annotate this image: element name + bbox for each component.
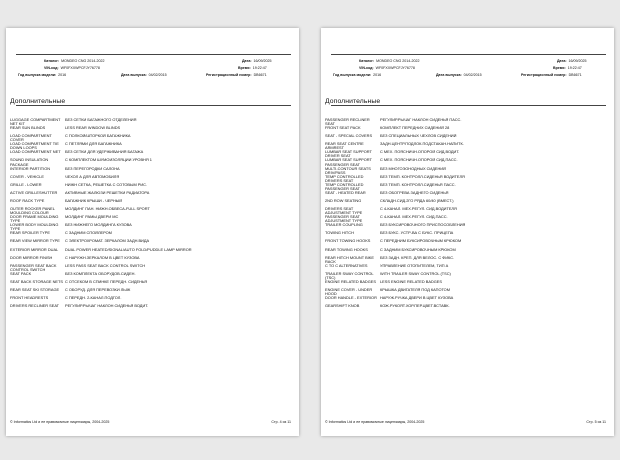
option-description: С ОТСЕКОМ В СПИНКЕ ПЕРЕДН. СИДЕНЬЯ bbox=[65, 279, 148, 284]
copyright-text: © Informatics Ltd и ее правомочные лицензиары, 2004-2025 bbox=[10, 420, 110, 424]
date-value: 16/09/2025 bbox=[253, 59, 272, 63]
option-row bbox=[10, 134, 291, 142]
option-row bbox=[325, 207, 606, 215]
build-date-label: Дата выпуска: bbox=[121, 73, 147, 77]
option-name: FRONT SEAT PACK bbox=[325, 126, 361, 131]
catalog-label: Каталог: bbox=[44, 59, 60, 63]
option-description: УПРАВЛЕНИЕ ОТОПИТЕЛЕМ, ТИП А bbox=[380, 263, 449, 268]
option-row bbox=[325, 264, 606, 272]
option-row bbox=[325, 167, 606, 175]
option-description: LESS PASS SEAT BACK CONTROL SWITCH bbox=[65, 263, 146, 268]
option-row bbox=[10, 118, 291, 126]
option-row bbox=[10, 288, 291, 296]
option-row bbox=[325, 239, 606, 247]
option-name: DRIVERS RECLINER SEAT bbox=[10, 304, 60, 309]
reg-value: DB6671 bbox=[568, 73, 582, 77]
option-name: LUMBAR SEAT SUPPORT DRIVER SEAT bbox=[325, 150, 372, 159]
option-name: REAR TOWING HOOKS bbox=[325, 247, 368, 252]
option-row bbox=[10, 199, 291, 207]
catalog-field bbox=[359, 60, 419, 64]
option-row bbox=[10, 272, 291, 280]
option-row bbox=[10, 239, 291, 247]
option-description: БЕЗ МНОГОЭОНОДНЫХ СИДЕНИЙ bbox=[380, 166, 446, 171]
option-description: БЕЗ СПЕЦИАЛЬНЫХ ЧЕХЛОВ СИДЕНИЙ bbox=[380, 134, 457, 139]
option-name: TEMP CONTROLLED PASSENGER SEAT bbox=[325, 182, 364, 191]
option-name: REAR SEAT CENTRE ARMREST bbox=[325, 142, 364, 151]
option-description: МОЛДИНГ РАМЫ ДВЕРИ МС bbox=[65, 215, 119, 220]
catalog-label: Каталог: bbox=[359, 59, 375, 63]
section-title: Дополнительные bbox=[10, 98, 66, 105]
option-name: TOWING HITCH bbox=[325, 231, 354, 236]
option-row bbox=[325, 256, 606, 264]
option-description: ЗАДН.ЦЕНТР.ПОДЛОК.ПОДСТАКАН.НАПИТК. bbox=[380, 142, 464, 147]
option-description: С ЗАДНИМ БУКСИРОВОЧНЫМ КРЮКОМ bbox=[380, 247, 456, 252]
build-date-label: Дата выпуска: bbox=[436, 73, 462, 77]
model-year-label: Год выпуска модели: bbox=[333, 73, 372, 77]
options-list bbox=[10, 118, 291, 312]
option-description: МОЛДИНГ ПАН. НИЖН.ОБВЕСА-FULL SPORT bbox=[65, 207, 150, 212]
option-description: РЕГУЛИР.РЫЧАГ НАКЛОН СИДЕНЬЯ ПАСС. bbox=[380, 118, 462, 122]
time-value: 19:22:47 bbox=[567, 66, 582, 70]
page-number: Стр. 5 из 11 bbox=[586, 420, 606, 424]
option-name: FRONT HEADRESTS bbox=[10, 296, 49, 301]
option-description: DUAL POWER HEATED/SIGNAL/AUTO FOLD/PUDDLE LAMP MIRROR bbox=[65, 247, 192, 252]
option-description: БЕЗ БУКС. УСТР-ВА С БУКС. ПРИЦЕПА bbox=[380, 231, 454, 236]
option-name: REAR SPOILER TYPE bbox=[10, 231, 50, 236]
catalog-field bbox=[44, 60, 104, 64]
option-description: БЕЗ КОМПЛЕКТА ОБОРУДОВ.СИДЕН. bbox=[65, 271, 136, 276]
option-description: БАГАЖНИК КРЫШИ - ЧЕРНЫЙ bbox=[65, 198, 123, 203]
vin-value: WF0FXXWPCFJY76778 bbox=[375, 66, 415, 70]
option-name: LOWER BODY MOULDING TYPE bbox=[10, 223, 59, 232]
option-name: SEAT PACK bbox=[10, 271, 32, 276]
vin-field bbox=[44, 67, 100, 71]
option-row bbox=[10, 280, 291, 288]
option-row bbox=[325, 280, 606, 288]
option-name: MULTI-CONTOUR SEATS DRIV/PASS bbox=[325, 166, 371, 175]
option-description: С ОБОРУД. ДЛЯ ПЕРЕВОЗКИ ЛЫЖ bbox=[65, 287, 131, 292]
build-date-field bbox=[436, 74, 482, 78]
option-name: REAR SEAT SKI STORAGE bbox=[10, 287, 60, 292]
option-row bbox=[325, 158, 606, 166]
option-description: С КОМПЛЕКТОМ ШУМОИЗОЛЯЦИИ УРОВНЯ 1 bbox=[65, 158, 152, 163]
document-page-left bbox=[6, 28, 299, 436]
option-name: REAR HITCH MOUNT BIKE RACK bbox=[325, 255, 374, 264]
option-row bbox=[325, 142, 606, 150]
option-row bbox=[325, 150, 606, 158]
option-row bbox=[10, 296, 291, 304]
option-description: С ЗАДНИМ СПОЙЛЕРОМ bbox=[65, 231, 112, 236]
option-name: PASSENGER RECLINER SEAT bbox=[325, 118, 370, 127]
option-name: SEAT - HEATED REAR bbox=[325, 190, 366, 195]
page-footer bbox=[325, 420, 606, 424]
copyright-text: © Informatics Ltd и ее правомочные лицензиары, 2004-2025 bbox=[325, 420, 425, 424]
option-row bbox=[10, 256, 291, 264]
option-name: TEMP CONTROLLED DRIVERS SEAT bbox=[325, 174, 364, 183]
option-row bbox=[10, 264, 291, 272]
option-description: КРЫШКА ДВИГАТЕЛЯ ПОД КАПОТОМ bbox=[380, 287, 450, 292]
vin-field bbox=[359, 67, 415, 71]
section-title: Дополнительные bbox=[325, 98, 381, 105]
option-row bbox=[10, 150, 291, 158]
option-description: БЕЗ БУКСИРОВОЧНОГО ПРИСПОСОБЛЕНИЯ bbox=[380, 223, 466, 228]
document-page-right bbox=[321, 28, 614, 436]
option-description: LESS ENGINE RELATED BADGES bbox=[380, 279, 442, 284]
option-description: С 4-КАНАЛ. МЕХ.РЕГУЛ. СИД.ВОДИТЕЛЯ bbox=[380, 207, 457, 212]
option-name: 2ND ROW SEATING bbox=[325, 198, 362, 203]
build-date-value: 04/02/2015 bbox=[148, 73, 167, 77]
model-year-label: Год выпуска модели: bbox=[18, 73, 57, 77]
option-description: НИЖН СЕТКА, РЕШЕТКА С СОТОВЫМ РИС. bbox=[65, 182, 148, 187]
time-label: Время: bbox=[238, 66, 251, 70]
date-field bbox=[557, 60, 587, 64]
option-name: LOAD COMPARTMENT TIE DOWN LOOPS bbox=[10, 142, 59, 151]
option-row bbox=[10, 183, 291, 191]
option-description: НАРУЖ.РУЧКА ДВЕРИ В ЦВЕТ КУЗОВА bbox=[380, 296, 454, 301]
reg-field bbox=[521, 74, 582, 78]
option-name: DOOR HANDLE - EXTERIOR bbox=[325, 296, 377, 301]
option-name: DOOR FRAME MOULDING TYPE bbox=[10, 215, 59, 224]
option-row bbox=[10, 248, 291, 256]
option-description: ЧЕХОЛ А ДЛЯ АВТОМОБИЛЯ bbox=[65, 174, 120, 179]
build-date-value: 04/02/2015 bbox=[463, 73, 482, 77]
option-description: БЕЗ ТЕМП. КОНТРОЛЛ.СИДЕНЬЯ ПАСС. bbox=[380, 182, 456, 187]
option-row bbox=[10, 191, 291, 199]
option-row bbox=[10, 175, 291, 183]
option-name: OUTER ROCKER PANEL MOULDING COLOUR bbox=[10, 207, 55, 216]
date-field bbox=[242, 60, 272, 64]
option-row bbox=[325, 191, 606, 199]
option-name: ROOF RACK TYPE bbox=[10, 198, 45, 203]
option-name: REAR VIEW MIRROR TYPE bbox=[10, 239, 60, 244]
option-description: С 4-КАНАЛ. МЕХ.РЕГУЛ. СИД.ПАСС. bbox=[380, 215, 448, 220]
option-description: С МЕХ. ПОЯСНИЧН.ОПОРОЙ СИД.ПАСС. bbox=[380, 158, 458, 163]
option-name: PASSENGER SEAT ADJUSTMENT TYPE bbox=[325, 215, 363, 224]
model-year-field bbox=[333, 74, 381, 78]
option-row bbox=[325, 296, 606, 304]
option-name: TRAILER SWAY CONTROL (TSC) bbox=[325, 271, 374, 280]
vin-label: VIN-код: bbox=[44, 66, 59, 70]
option-name: C TO C ALTERNATIVES bbox=[325, 263, 368, 268]
date-label: Дата: bbox=[242, 59, 252, 63]
model-year-value: 2016 bbox=[58, 73, 67, 77]
option-name: ENGINE RELATED BADGES bbox=[325, 279, 376, 284]
option-row bbox=[325, 288, 606, 296]
vin-value: WF0FXXWPCFJY76778 bbox=[60, 66, 100, 70]
option-name: SEAT - SPECIAL COVERS bbox=[325, 134, 373, 139]
option-row bbox=[325, 175, 606, 183]
option-name: PASSENGER SEAT BACK CONTROL SWITCH bbox=[10, 263, 57, 272]
option-row bbox=[325, 199, 606, 207]
option-row bbox=[10, 158, 291, 166]
option-name: LUGGAGE COMPARTMENT NET KIT bbox=[10, 118, 61, 127]
option-name: LUMBAR SEAT SUPPORT PASSENGER SEAT bbox=[325, 158, 372, 167]
option-description: С НАРУЖН.ЗЕРКАЛОМ В ЦВЕТ КУЗОВА bbox=[65, 255, 140, 260]
option-name: DOOR MIRROR FINISH bbox=[10, 255, 53, 260]
page-footer bbox=[10, 420, 291, 424]
option-row bbox=[10, 142, 291, 150]
option-row bbox=[325, 134, 606, 142]
option-row bbox=[325, 183, 606, 191]
option-row bbox=[10, 223, 291, 231]
option-row bbox=[10, 207, 291, 215]
option-row bbox=[10, 126, 291, 134]
reg-value: DB6671 bbox=[253, 73, 267, 77]
option-description: LESS REAR WINDOW BLINDS bbox=[65, 126, 121, 131]
option-description: КОМПЛЕКТ ПЕРЕДНИХ СИДЕНИЙ 28 bbox=[380, 126, 450, 131]
date-label: Дата: bbox=[557, 59, 567, 63]
option-row bbox=[325, 231, 606, 239]
option-name: LOAD COMPARTMENT NET bbox=[10, 150, 61, 155]
option-row bbox=[325, 223, 606, 231]
reg-label: Регистрационный номер: bbox=[206, 73, 252, 77]
option-name: COVER - VEHICLE bbox=[10, 174, 44, 179]
catalog-value: MONDEO CNG 2014-2022 bbox=[376, 59, 420, 63]
option-row bbox=[325, 272, 606, 280]
option-description: АКТИВНЫЕ ЖАЛЮЗИ РЕШЕТКИ РАДИАТОРА bbox=[65, 190, 150, 195]
option-name: REAR SUN BLINDS bbox=[10, 126, 46, 131]
time-field bbox=[553, 67, 582, 71]
model-year-field bbox=[18, 74, 66, 78]
date-value: 16/09/2025 bbox=[568, 59, 587, 63]
option-name: INTERIOR PARTITION bbox=[10, 166, 51, 171]
option-row bbox=[10, 304, 291, 312]
option-description: КОЖ.РУКОЯТ.ХОР.ПЕР.ЦВЕТ.ВСТАВК. bbox=[380, 304, 450, 309]
option-description: СКЛАДН.СИД.2ГО РЯДА 60/40 (ВМЕСТ.) bbox=[380, 198, 454, 203]
option-name: EXTERIOR MIRROR DUAL bbox=[10, 247, 59, 252]
time-label: Время: bbox=[553, 66, 566, 70]
option-name: LOAD COMPARTMENT COVER bbox=[10, 134, 52, 143]
option-description: С ПЕТЛЯМИ ДЛЯ БАГАЖНИКА bbox=[65, 142, 122, 147]
option-name: ENGINE COVER - UNDER HOOD bbox=[325, 287, 373, 297]
option-description: БЕЗ ЗАДН. КРЕП. ДЛЯ ВЕЛОС. С ФИКС. bbox=[380, 255, 455, 260]
option-description: БЕЗ ТЕМП. КОНТРОЛЛ.СИДЕНЬЯ ВОДИТЕЛЯ bbox=[380, 174, 465, 179]
catalog-value: MONDEO CNG 2014-2022 bbox=[61, 59, 105, 63]
option-name: GRILLE - LOWER bbox=[10, 182, 42, 187]
option-name: ACTIVE GRILLESHUTTER bbox=[10, 190, 58, 195]
options-list bbox=[325, 118, 606, 312]
option-row bbox=[10, 167, 291, 175]
page-number: Стр. 4 из 11 bbox=[271, 420, 291, 424]
time-field bbox=[238, 67, 267, 71]
reg-label: Регистрационный номер: bbox=[521, 73, 567, 77]
time-value: 19:22:47 bbox=[252, 66, 267, 70]
option-row bbox=[10, 215, 291, 223]
option-description: БЕЗ НИЖНЕГО МОЛДИНГА КУЗОВА bbox=[65, 223, 132, 228]
option-name: TRAILER COUPLING bbox=[325, 223, 363, 228]
option-row bbox=[325, 304, 606, 312]
option-description: С ЭЛЕКТРОХРОМАТ. ЗЕРКАЛОМ ЗАДН.ВИДА bbox=[65, 239, 150, 244]
option-description: БЕЗ СЕТКИ БАГАЖНОГО ОТДЕЛЕНИЯ bbox=[65, 118, 137, 122]
option-description: С ПЕРЕДН. 2-КАНАЛ.ПОДГОЛ. bbox=[65, 296, 122, 301]
option-description: БЕЗ ОБОГРЕВА ЗАДНЕГО СИДЕНЬЯ bbox=[380, 190, 449, 195]
option-name: SOUND INSULATION PACKAGE bbox=[10, 158, 49, 167]
option-description: С МЕХ. ПОЯСНИЧН.ОПОРОЙ СИД.ВОДИТ. bbox=[380, 150, 460, 155]
option-description: РЕГУЛИР.РЫЧАГ НАКЛОН СИДЕНЬЯ ВОДИТ. bbox=[65, 304, 149, 309]
reg-field bbox=[206, 74, 267, 78]
build-date-field bbox=[121, 74, 167, 78]
option-row bbox=[325, 215, 606, 223]
option-row bbox=[10, 231, 291, 239]
option-description: БЕЗ ПЕРЕГОРОДКИ САЛОНА bbox=[65, 166, 120, 171]
option-name: DRIVERS SEAT ADJUSTMENT TYPE bbox=[325, 207, 363, 216]
option-row bbox=[325, 248, 606, 256]
option-description: С ПЕРЕДНИМ БУКСИРОВОЧНЫМ КРЮКОМ bbox=[380, 239, 462, 244]
option-description: WITH TRAILER SWAY CONTROL (TSC) bbox=[380, 271, 451, 276]
option-row bbox=[325, 126, 606, 134]
option-description: С ПОЛКОЙ/ШТОРКОЙ БАГАЖНИКА bbox=[65, 134, 131, 139]
option-name: GEARSHIFT KNOB bbox=[325, 304, 360, 309]
model-year-value: 2016 bbox=[373, 73, 382, 77]
option-name: FRONT TOWING HOOKS bbox=[325, 239, 371, 244]
option-description: БЕЗ СЕТКИ ДЛЯ УДЕРЖИВАНИЯ БАГАЖА bbox=[65, 150, 144, 155]
option-row bbox=[325, 118, 606, 126]
option-name: SEAT BACK STORAGE NETS bbox=[10, 279, 63, 284]
vin-label: VIN-код: bbox=[359, 66, 374, 70]
